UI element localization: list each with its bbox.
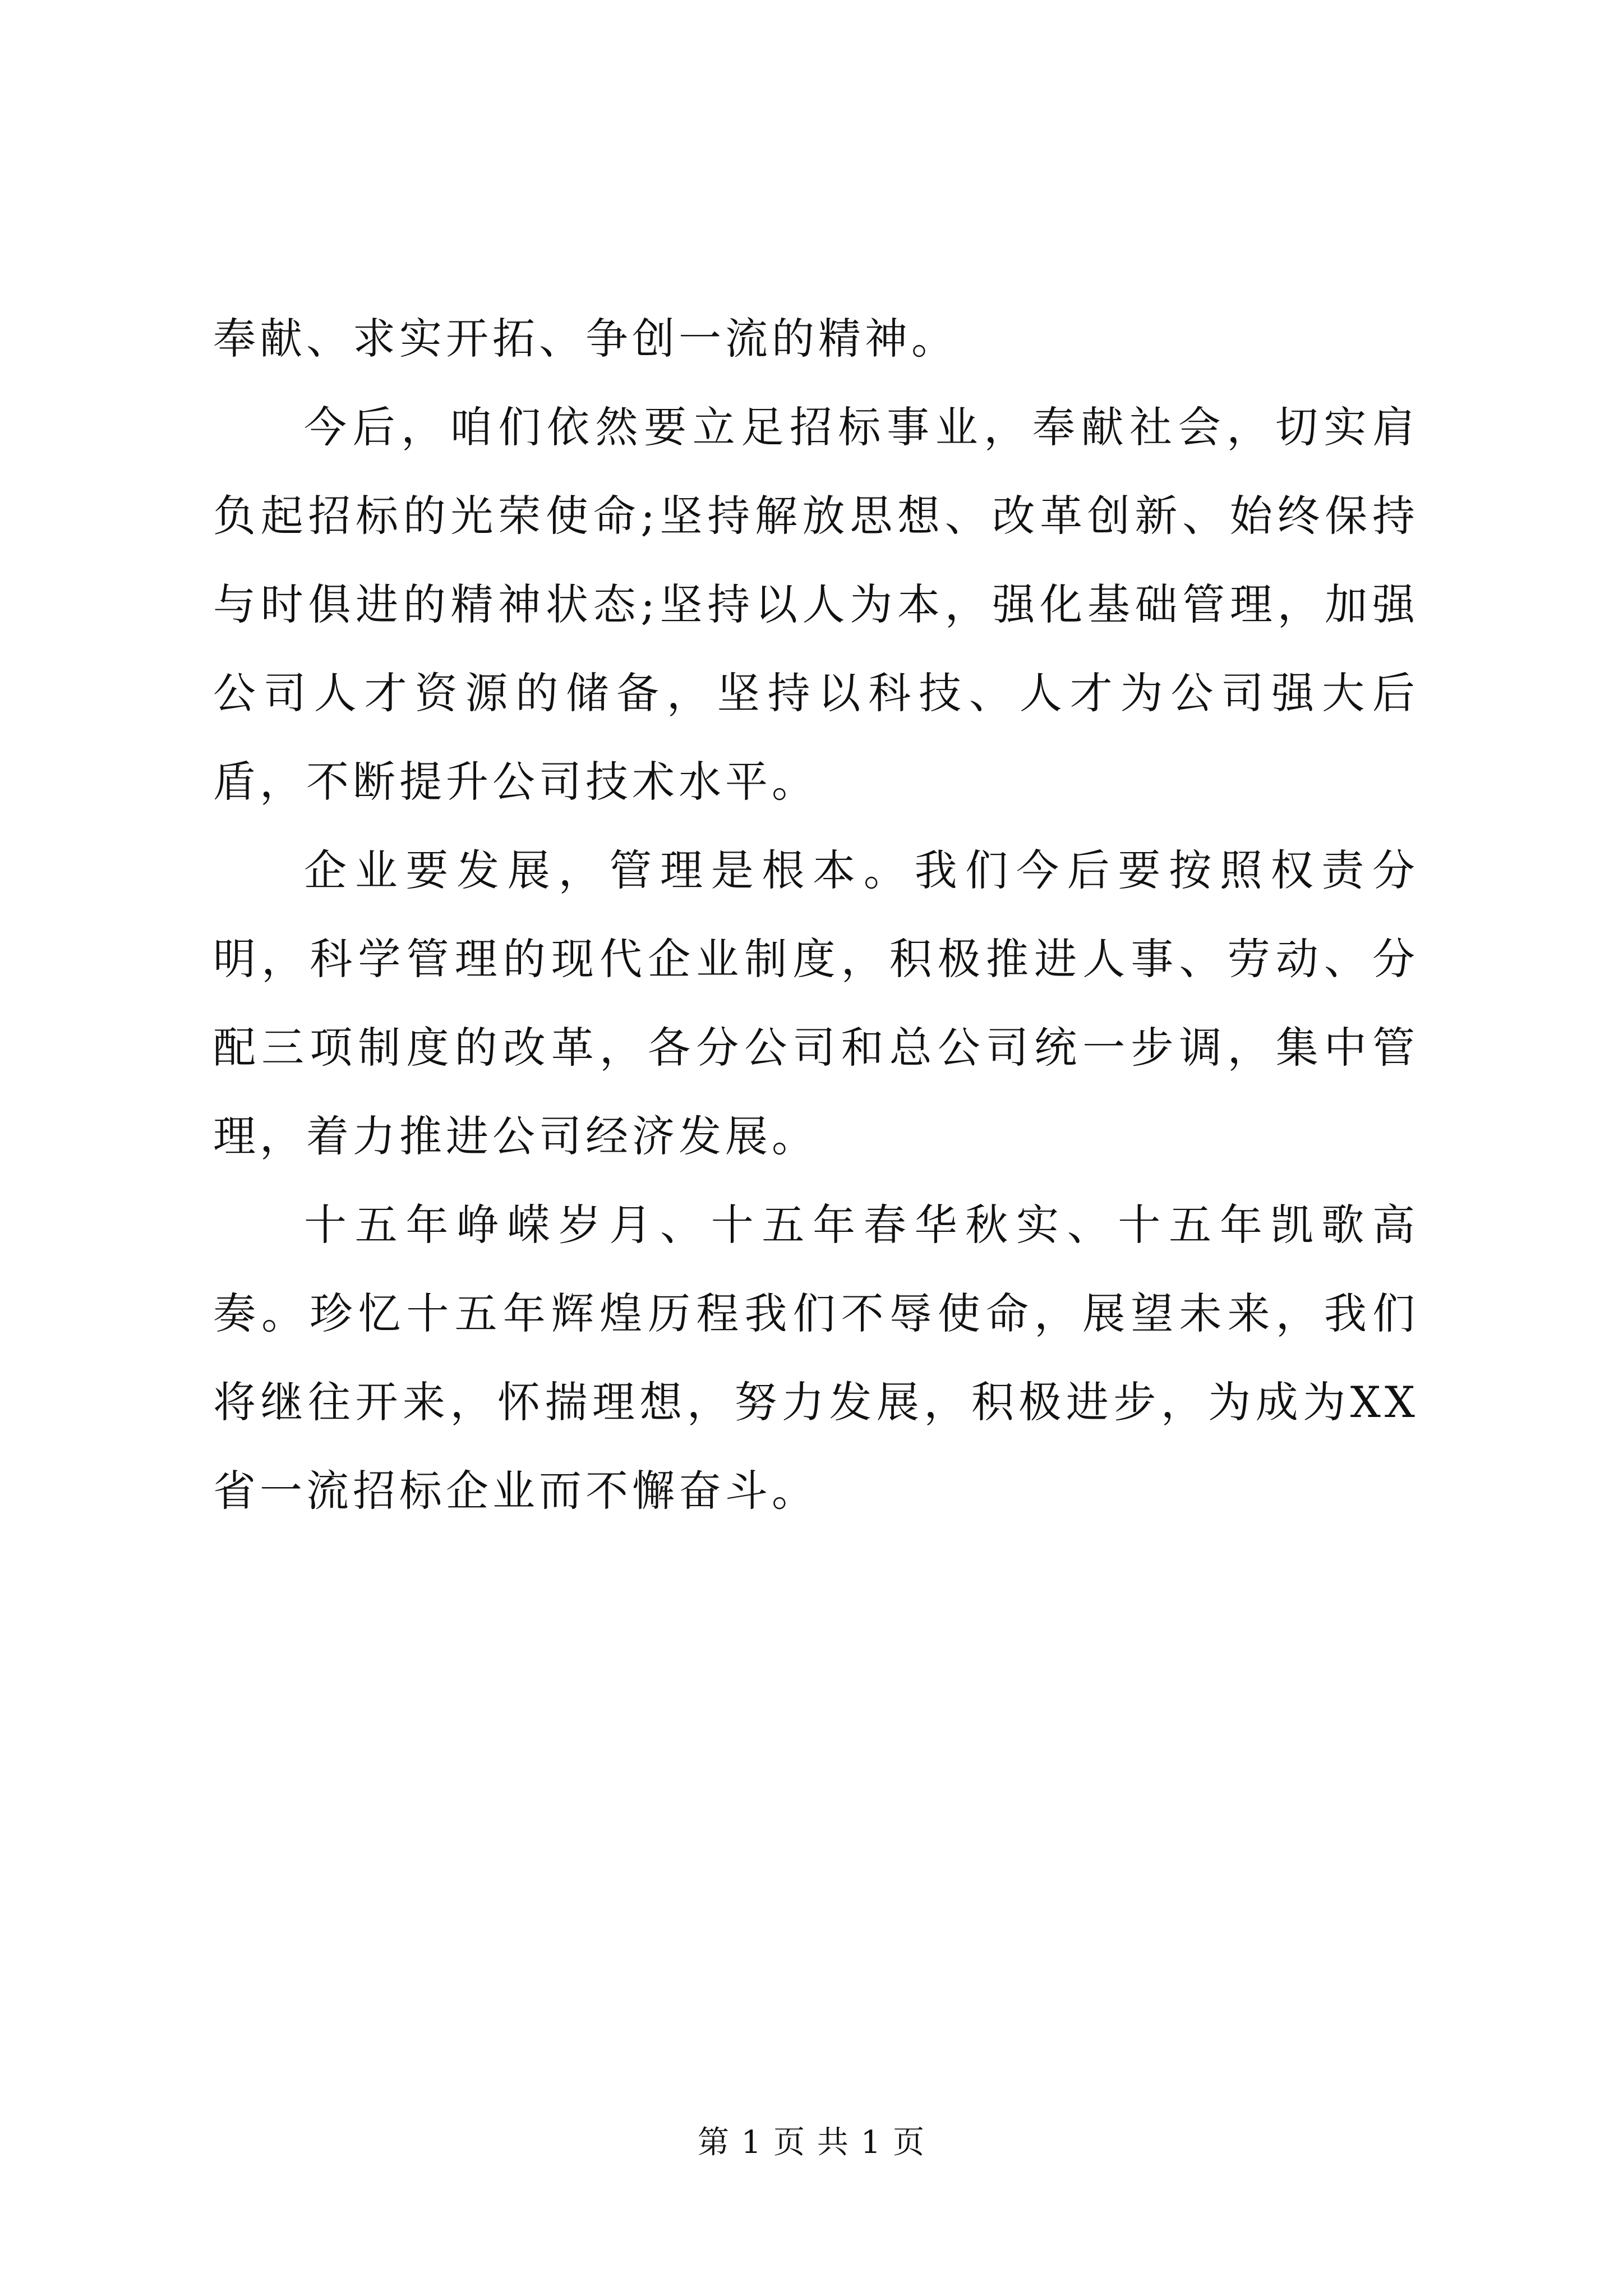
paragraph: 奉献、求实开拓、争创一流的精神。 — [213, 314, 958, 364]
page-footer — [0, 2120, 1623, 2165]
page-number-label: 第 1 页 共 1 页 — [697, 2124, 926, 2161]
document-body — [213, 295, 1419, 1535]
paragraph: 十五年峥嵘岁月、十五年春华秋实、十五年凯歌高奏。珍忆十五年辉煌历程我们不辱使命，展望未来，我们将继往开来，怀揣理想，努力发展，积极进步，为成为XX省一流招标企业而不懈奋斗。 — [213, 1200, 1419, 1516]
paragraph: 今后，咱们依然要立足招标事业，奉献社会，切实肩负起招标的光荣使命;坚持解放思想、改革创新、始终保持与时俱进的精神状态;坚持以人为本，强化基础管理，加强公司人才资源的储备，坚持以科技、人才为公司强大后盾，不断提升公司技术水平。 — [213, 402, 1419, 807]
paragraph: 企业要发展，管理是根本。我们今后要按照权责分明，科学管理的现代企业制度，积极推进人事、劳动、分配三项制度的改革，各分公司和总公司统一步调，集中管理，着力推进公司经济发展。 — [213, 845, 1419, 1161]
